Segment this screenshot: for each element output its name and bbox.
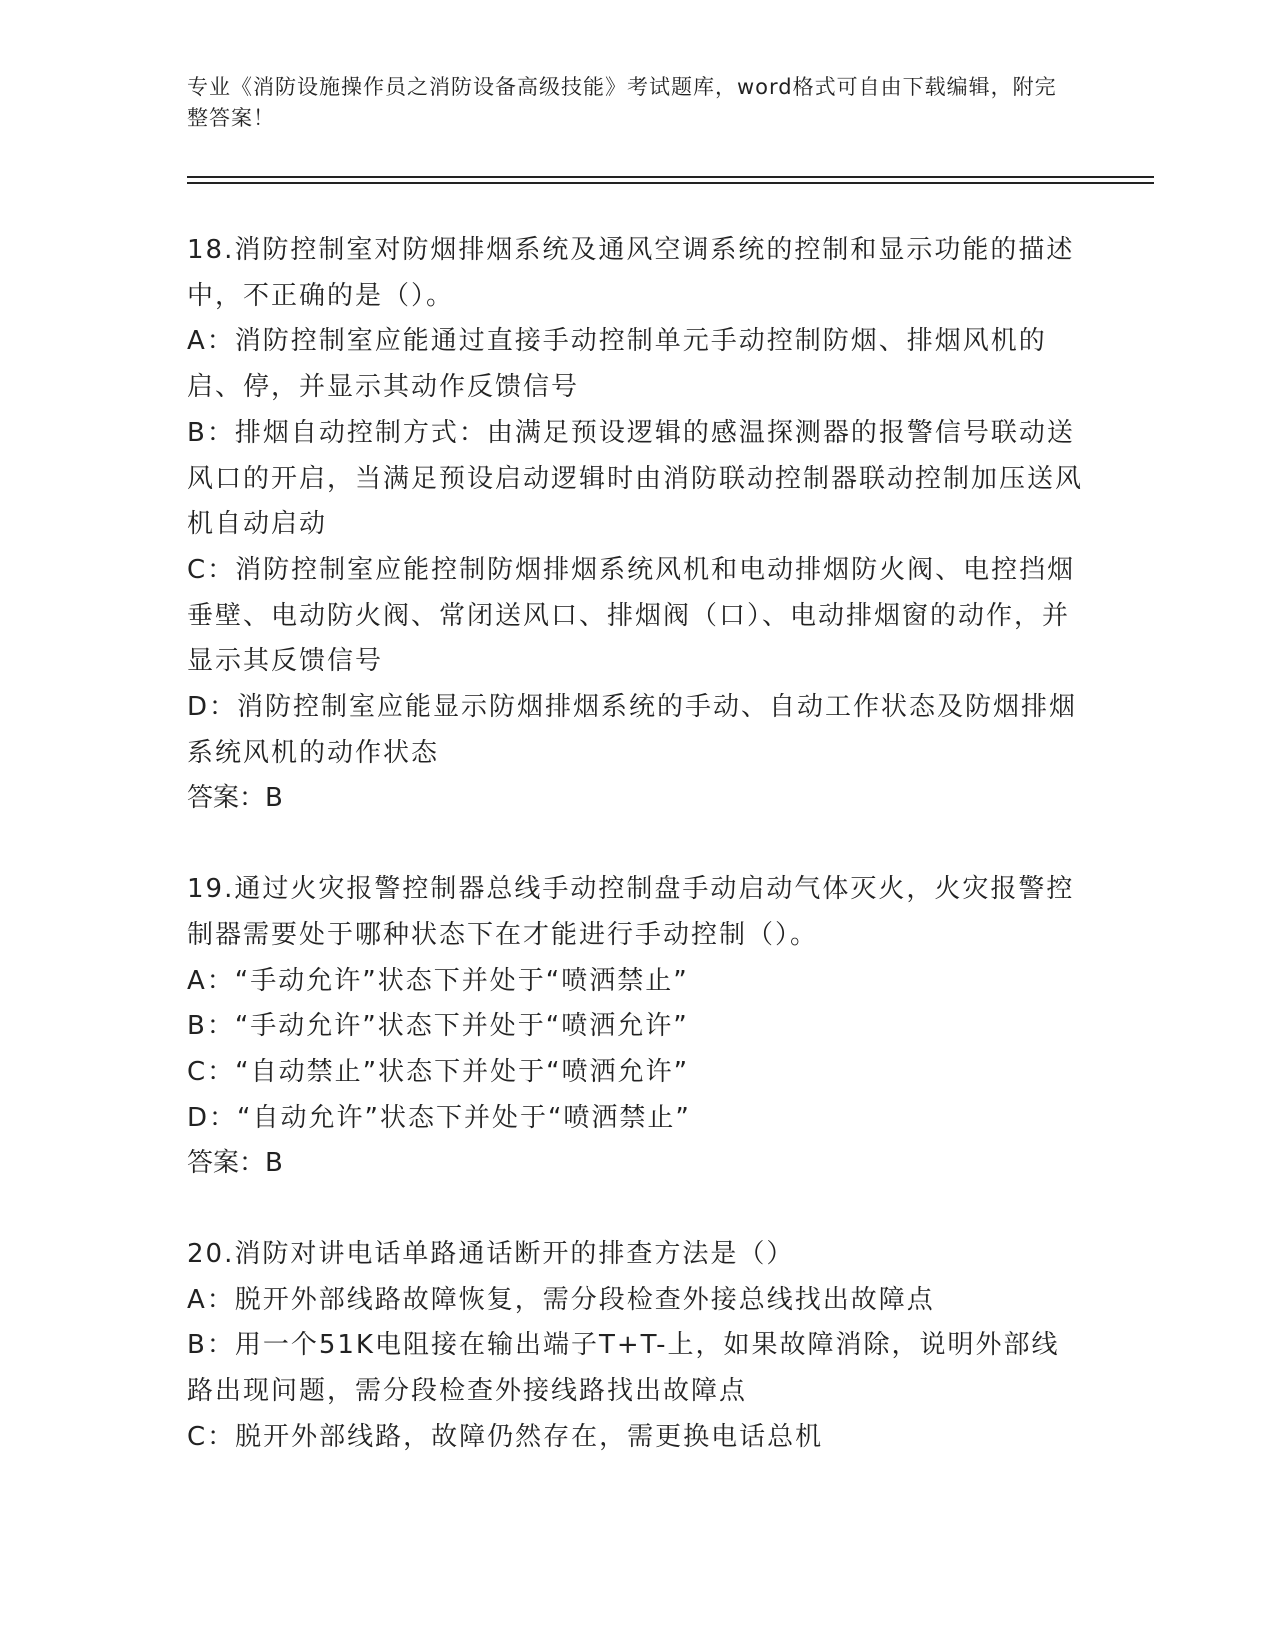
option-c: C：“自动禁止”状态下并处于“喷洒允许” [187,1056,690,1087]
question-list [187,228,1087,1461]
option-b: B：用一个51K电阻接在输出端子T+T-上，如果故障消除，说明外部线路出现问题，需分段检查外接线路找出故障点 [187,1330,1060,1407]
question-stem: 20.消防对讲电话单路通话断开的排查方法是（） [187,1239,795,1270]
question-19 [187,867,1087,1187]
option-b: B：“手动允许”状态下并处于“喷洒允许” [187,1011,689,1042]
option-b: B：排烟自动控制方式：由满足预设逻辑的感温探测器的报警信号联动送风口的开启，当满足预设启动逻辑时由消防联动控制器联动控制加压送风机自动启动 [187,417,1084,540]
option-a: A：脱开外部线路故障恢复，需分段检查外接总线找出故障点 [187,1284,935,1315]
header-divider-bottom [187,182,1154,184]
option-d: D：“自动允许”状态下并处于“喷洒禁止” [187,1102,691,1133]
option-a: A：“手动允许”状态下并处于“喷洒禁止” [187,965,689,996]
header-divider-top [187,176,1154,178]
question-stem: 18.消防控制室对防烟排烟系统及通风空调系统的控制和显示功能的描述中，不正确的是（）。 [187,235,1075,311]
option-a: A：消防控制室应能通过直接手动控制单元手动控制防烟、排烟风机的启、停，并显示其动作反馈信号 [187,326,1047,403]
question-20 [187,1232,1087,1461]
question-stem: 19.通过火灾报警控制器总线手动控制盘手动启动气体灭火，火灾报警控制器需要处于哪种状态下在才能进行手动控制（）。 [187,874,1075,950]
answer-label: 答案：B [187,1148,283,1179]
question-18 [187,228,1087,822]
answer-label: 答案：B [187,783,283,814]
option-d: D：消防控制室应能显示防烟排烟系统的手动、自动工作状态及防烟排烟系统风机的动作状态 [187,692,1078,768]
option-c: C：消防控制室应能控制防烟排烟系统风机和电动排烟防火阀、电控挡烟垂壁、电动防火阀、常闭送风口、排烟阀（口）、电动排烟窗的动作，并显示其反馈信号 [187,554,1076,677]
document-header [187,72,1067,134]
option-c: C：脱开外部线路，故障仍然存在，需更换电话总机 [187,1421,824,1452]
header-text: 专业《消防设施操作员之消防设备高级技能》考试题库，word格式可自由下载编辑，附完整答案！ [187,75,1057,130]
